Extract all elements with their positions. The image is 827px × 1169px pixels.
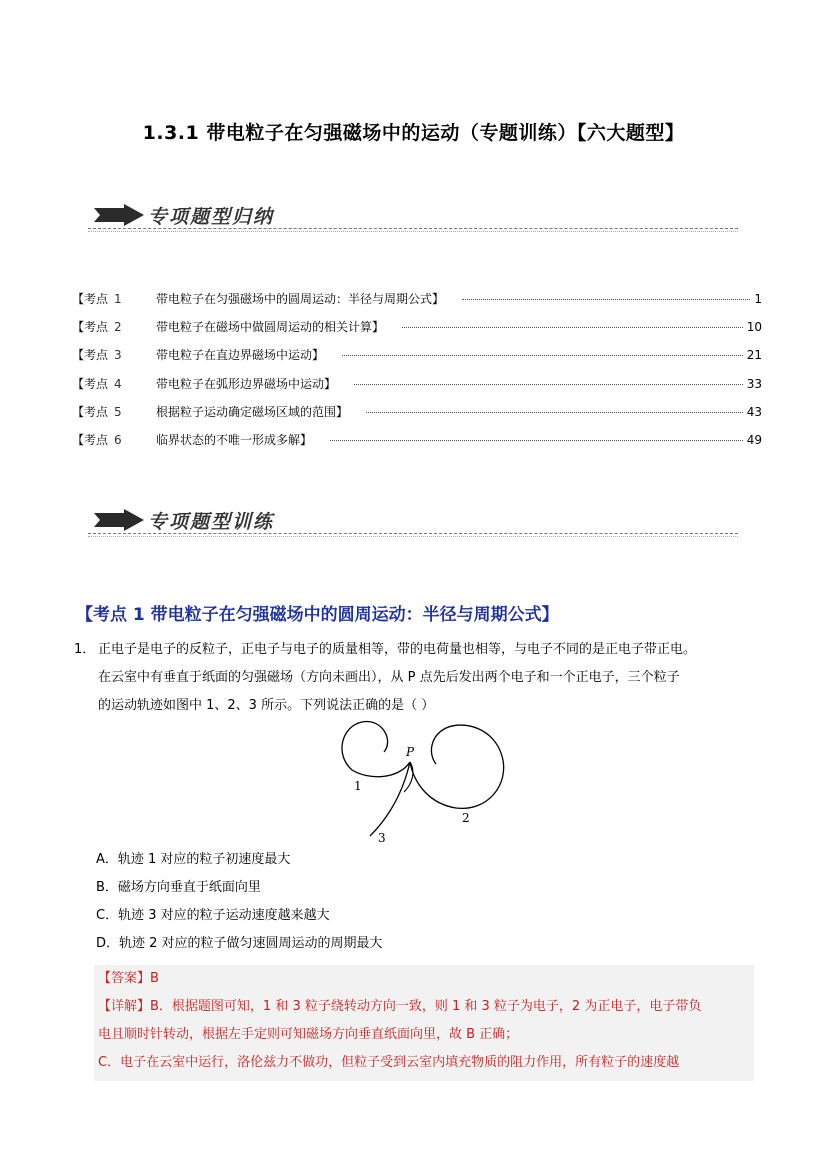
section-banner-training (88, 505, 738, 535)
answer-line: 【答案】B (98, 971, 159, 986)
question-number: 1． (74, 642, 96, 657)
trajectory-figure (338, 718, 518, 848)
trajectory-1 (342, 722, 410, 777)
toc-page-number: 10 (746, 320, 762, 335)
toc-description: 带电粒子在磁场中做圆周运动的相关计算】 (156, 320, 385, 335)
toc-item[interactable] (72, 346, 762, 374)
banner-text: 专项题型归纳 (148, 206, 275, 228)
banner-text: 专项题型训练 (148, 511, 275, 533)
toc-item[interactable] (72, 431, 762, 459)
toc-item[interactable] (72, 318, 762, 346)
toc-description: 带电粒子在匀强磁场中的圆周运动：半径与周期公式】 (156, 292, 445, 306)
trajectory-3-label: 3 (378, 831, 386, 845)
toc-page-number: 43 (746, 404, 762, 419)
toc-description: 带电粒子在直边界磁场中运动】 (156, 348, 325, 363)
option-b: B．磁场方向垂直于纸面向里 (96, 880, 261, 895)
toc-leader (462, 299, 750, 300)
question-line: 的运动轨迹如图中 1、2、3 所示。下列说法正确的是（ ） (98, 698, 435, 713)
trajectory-1-label: 1 (354, 779, 362, 793)
toc-label: 【考点 (72, 376, 109, 391)
toc-label: 【考点 (72, 348, 109, 363)
question-1 (74, 636, 764, 720)
point-p-label: P (406, 745, 415, 759)
page-title: 1.3.1 带电粒子在匀强磁场中的运动（专题训练）【六大题型】 (142, 122, 685, 144)
toc-leader (366, 412, 743, 413)
toc-number: 4 (114, 376, 122, 391)
option-a: A．轨迹 1 对应的粒子初速度最大 (96, 852, 291, 867)
toc-leader (354, 384, 743, 385)
trajectory-3 (370, 762, 410, 836)
option-c: C．轨迹 3 对应的粒子运动速度越来越大 (96, 908, 330, 923)
toc-item[interactable] (72, 290, 762, 318)
toc-description: 根据粒子运动确定磁场区域的范围】 (156, 404, 349, 419)
toc-number: 5 (114, 404, 122, 419)
question-line: 在云室中有垂直于纸面的匀强磁场（方向未画出），从 P 点先后发出两个电子和一个正电子，三个粒子 (98, 670, 680, 685)
toc-number: 1 (114, 292, 122, 306)
toc-number: 6 (114, 432, 122, 447)
toc-page-number: 1 (754, 292, 762, 306)
toc-number: 3 (114, 348, 122, 363)
detail-line: C．电子在云室中运行，洛伦兹力不做功，但粒子受到云室内填充物质的阻力作用，所有粒子的速度越 (98, 1055, 680, 1070)
question-line: 正电子是电子的反粒子，正电子与电子的质量相等，带的电荷量也相等，与电子不同的是正电子带正电。 (98, 642, 697, 657)
toc-label: 【考点 (72, 432, 109, 447)
toc-leader (330, 440, 743, 441)
toc-label: 【考点 (72, 320, 109, 335)
option-d: D．轨迹 2 对应的粒子做匀速圆周运动的周期最大 (96, 936, 383, 951)
toc-label: 【考点 (72, 292, 109, 306)
arrow-right-icon (94, 509, 144, 531)
answer-explanation (94, 965, 754, 1081)
detail-line: 【详解】B．根据题图可知，1 和 3 粒子绕转动方向一致，则 1 和 3 粒子为电子，2 为正电子，电子带负 (98, 999, 702, 1014)
section-heading: 【考点 1 带电粒子在匀强磁场中的圆周运动：半径与周期公式】 (76, 605, 559, 625)
toc-leader (402, 327, 743, 328)
toc-description: 带电粒子在弧形边界磁场中运动】 (156, 376, 337, 391)
toc-leader (342, 355, 743, 356)
detail-line: 电且顺时针转动，根据左手定则可知磁场方向垂直纸面向里，故 B 正确； (98, 1027, 519, 1042)
toc-page-number: 49 (746, 432, 762, 447)
toc-item[interactable] (72, 403, 762, 431)
answer-options (96, 846, 383, 958)
toc-item[interactable] (72, 375, 762, 403)
trajectory-2-label: 2 (462, 811, 470, 825)
section-banner-summary (88, 200, 738, 230)
arrow-right-icon (94, 204, 144, 226)
toc-page-number: 33 (746, 376, 762, 391)
toc-page-number: 21 (746, 348, 762, 363)
trajectory-2 (410, 725, 504, 808)
table-of-contents (72, 290, 762, 459)
toc-label: 【考点 (72, 404, 109, 419)
toc-description: 临界状态的不唯一形成多解】 (156, 432, 313, 447)
toc-number: 2 (114, 320, 122, 335)
